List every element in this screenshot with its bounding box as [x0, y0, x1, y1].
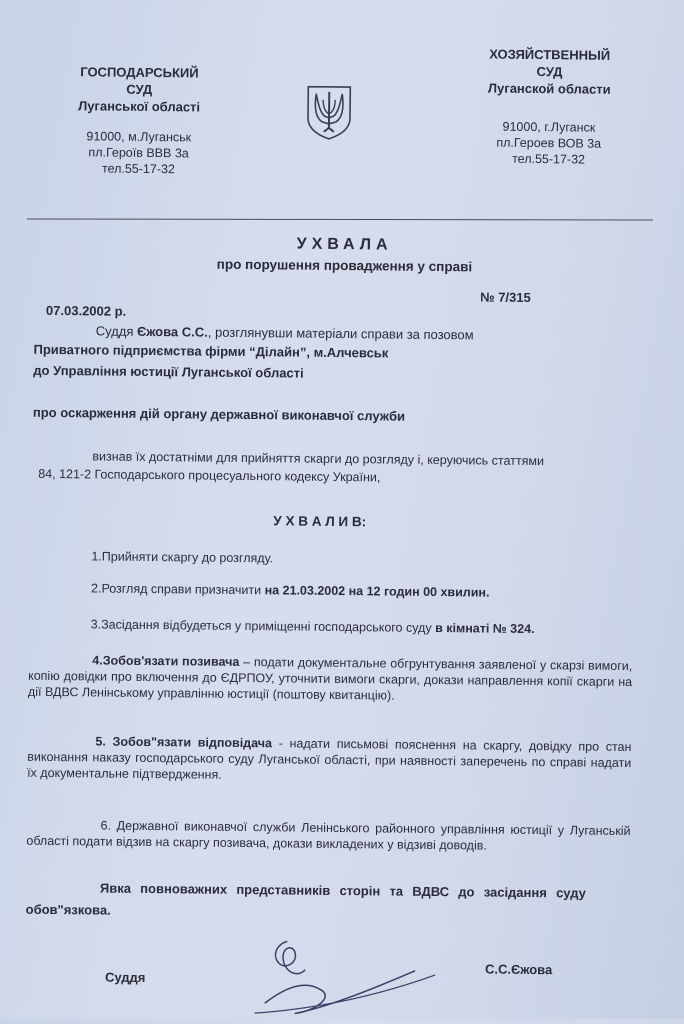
- item-5: [27, 733, 631, 787]
- judge-label: Суддя: [104, 969, 146, 985]
- court-address-ua-1: 91000, м.Луганськ: [86, 129, 192, 145]
- reason-line-2: 84, 121-2 Господарського процесуального кодексу України,: [38, 466, 381, 485]
- decided-heading: У Х В А Л И В:: [273, 513, 367, 530]
- item-1: 1.Прийняти скаргу до розгляду.: [91, 549, 274, 566]
- header-right: [454, 45, 645, 168]
- item-2: [91, 581, 490, 599]
- court-phone-ru: тел.55-17-32: [512, 151, 586, 167]
- item-2-text: 2.Розгляд справи призначити: [90, 581, 265, 598]
- item-3: [91, 617, 535, 636]
- attendance-notice: Явка повноважних представників сторін та ВДВС до засідання суду обов"язкова.: [25, 880, 586, 918]
- trident-coat-of-arms-icon: [304, 84, 355, 141]
- reason-line-1: визнав їх достатніми для прийняття скарги до розгляду і, керуючись статтями: [92, 449, 545, 469]
- intro-line-1: [96, 323, 474, 342]
- item-2-datetime: на 21.03.2002 на 12 годин 00 хвилин.: [264, 583, 490, 600]
- header-divider: [27, 218, 653, 220]
- item-5-obligation: 5. Зобов"язати відповідача: [95, 734, 273, 751]
- judge-name: С.С.Єжова: [485, 961, 553, 978]
- item-5-text: - надати письмові пояснення на скаргу, довідку про стан виконання наказу господарського суду Луганської області, при наявності заперечень по справі надати їх документальне підтвердження.: [27, 736, 632, 782]
- court-word-ua: СУД: [126, 81, 153, 98]
- court-address-ru-2: пл.Героев ВОВ 3а: [496, 135, 602, 151]
- item-4-obligation: 4.Зобов'язати позивача: [92, 653, 240, 669]
- item-3-text: 3.Засідання відбудеться у приміщенні господарського суду: [90, 617, 436, 636]
- item-3-room: в кімнаті № 324.: [435, 621, 535, 637]
- court-address-ru-1: 91000, г.Луганск: [502, 119, 596, 135]
- court-region-ua: Луганської області: [78, 98, 201, 115]
- document-subtitle: про порушення провадження у справі: [216, 256, 473, 275]
- document-date: 07.03.2002 р.: [45, 302, 127, 319]
- intro-judge-prefix: Суддя: [95, 323, 138, 339]
- header-left: [43, 63, 234, 178]
- court-word-ru: СУД: [536, 64, 563, 80]
- defendant-line: до Управління юстиції Луганської області: [33, 362, 304, 381]
- court-name-ru: ХОЗЯЙСТВЕННЫЙ: [489, 46, 611, 63]
- court-region-ru: Луганской области: [487, 80, 611, 97]
- item-4-text: – подати документальне обгрунтування заявленої у скарзі вимоги, копію довідки про включення до ЄДРПОУ, уточнити вимоги скарги, докази направлення копії скарги на дії ВДВС Ленінському управлінню юстиції (поштову квитанцію).: [27, 654, 633, 703]
- court-name-ua: ГОСПОДАРСЬКИЙ: [80, 64, 199, 81]
- item-4: [28, 652, 632, 706]
- plaintiff-line: Приватного підприємства фірми “Ділайн”, м.Алчевськ: [33, 341, 389, 361]
- document-title: УХВАЛА: [296, 235, 393, 254]
- case-number: № 7/315: [480, 289, 531, 305]
- court-phone-ua: тел.55-17-32: [101, 161, 175, 177]
- intro-judge-name: Єжова С.С.: [136, 323, 208, 340]
- item-6: 6. Державної виконавчої служби Ленінського районного управління юстиції у Луганській області подати відзив на скаргу позивача, докази викладених у відзиві доводів.: [26, 818, 631, 853]
- subject-line: про оскарження дій органу державної виконавчої служби: [32, 404, 406, 424]
- court-address-ua-2: пл.Героїв ВВВ 3а: [88, 145, 189, 161]
- intro-judge-suffix: , розглянувши матеріали справи за позовом: [207, 324, 474, 343]
- handwritten-signature-icon: [225, 929, 446, 1021]
